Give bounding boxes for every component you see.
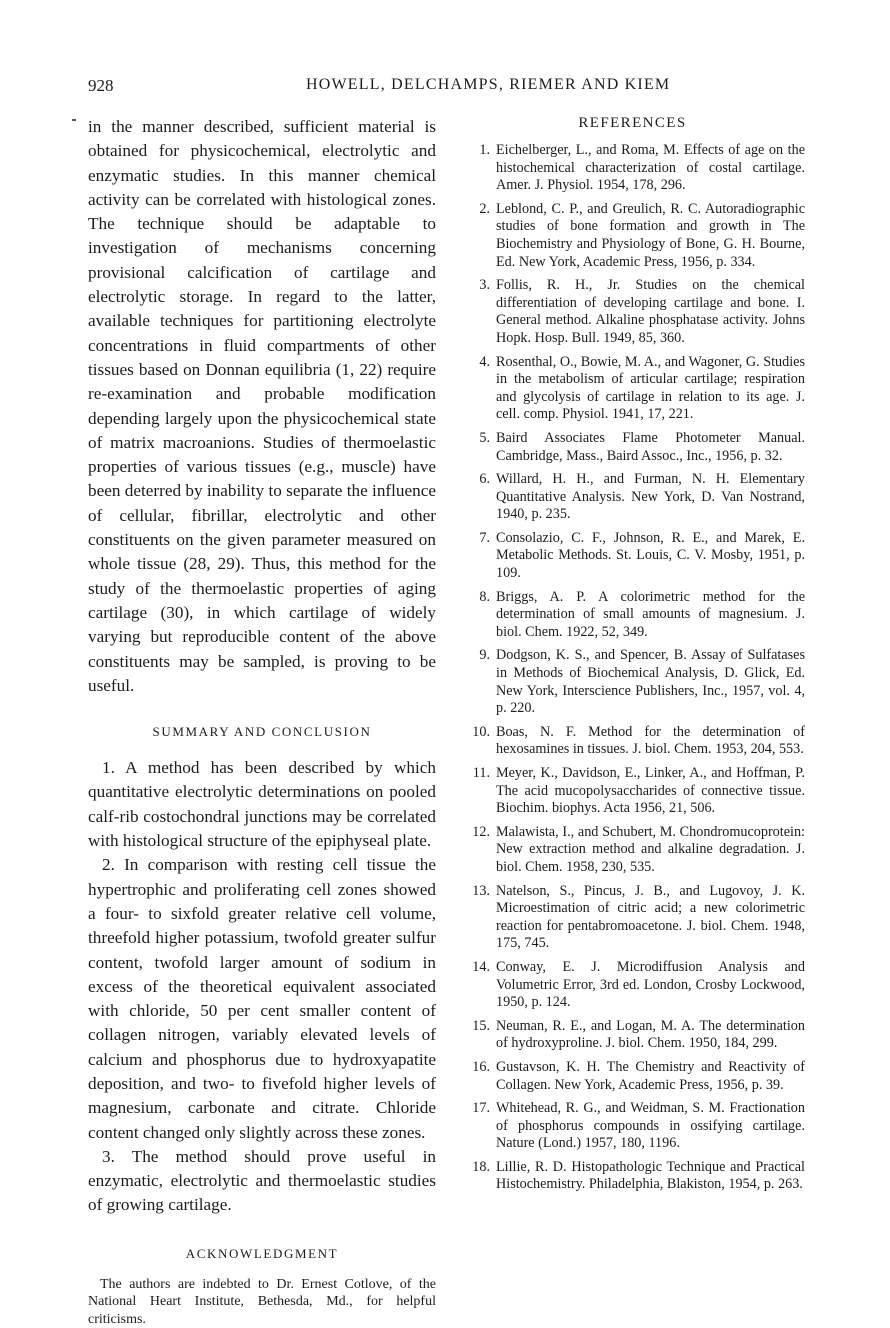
reference-text: Rosenthal, O., Bowie, M. A., and Wagoner, G. Studies in the metabolism of articular cartilage; respiration and glycolysis of cartilage in relation to its age. J. cell. comp. Physiol. 1941, 17, 221. — [496, 353, 805, 423]
references-column — [460, 115, 805, 1200]
acknowledgment-text: The authors are indebted to Dr. Ernest Cotlove, of the National Heart Institute, Bethesda, Md., for helpful criticisms. — [88, 1276, 436, 1327]
reference-number: 2. — [479, 200, 490, 217]
reference-text: Dodgson, K. S., and Spencer, B. Assay of Sulfatases in Methods of Biochemical Analysis, D. Glick, Ed. New York, Interscience Publishers, Inc., 1957, vol. 4, p. 220. — [496, 647, 805, 717]
reference-number: 3. — [479, 277, 490, 294]
reference-text: Boas, N. F. Method for the determination of hexosamines in tissues. J. biol. Chem. 1953, 204, 553. — [496, 723, 805, 758]
reference-item — [460, 724, 805, 759]
reference-text: Willard, H. H., and Furman, N. H. Elementary Quantitative Analysis. New York, D. Van Nostrand, 1940, p. 235. — [496, 471, 805, 523]
reference-item — [460, 765, 805, 818]
reference-item — [460, 201, 805, 271]
reference-number: 12. — [472, 823, 490, 840]
acknowledgment-heading: ACKNOWLEDGMENT — [185, 1245, 339, 1261]
reference-text: Neuman, R. E., and Logan, M. A. The determination of hydroxyproline. J. biol. Chem. 1950, 184, 299. — [496, 1017, 805, 1052]
left-column — [88, 115, 436, 1328]
reference-item — [460, 959, 805, 1012]
summary-point-1: 1. A method has been described by which quantitative electrolytic determinations on pooled calf-rib costochondral junctions may be correlated with histological structure of the epiphyseal plate. — [88, 758, 436, 851]
summary-point-3: 3. The method should prove useful in enzymatic, electrolytic and thermoelastic studies of growing cartilage. — [88, 1146, 436, 1215]
margin-mark — [72, 119, 76, 121]
reference-text: Follis, R. H., Jr. Studies on the chemical differentiation of developing cartilage and bone. I. General method. Alkaline phosphatase activity. Johns Hopk. Hosp. Bull. 1949, 85, 360. — [496, 277, 805, 346]
reference-number: 11. — [472, 765, 490, 781]
reference-text: Meyer, K., Davidson, E., Linker, A., and Hoffman, P. The acid mucopolysaccharides of connective tissue. Biochim. biophys. Acta 1956, 21, 506. — [496, 765, 805, 817]
reference-item — [460, 354, 805, 424]
reference-text: Eichelberger, L., and Roma, M. Effects of age on the histochemical characterization of costal cartilage. Amer. J. Physiol. 1954, 178, 296. — [496, 142, 805, 194]
references-heading: REFERENCES — [578, 115, 687, 131]
summary-point-2: 2. In comparison with resting cell tissue the hypertrophic and proliferating cell zones showed a four- to sixfold greater relative cell volume, threefold higher potassium, twofold greater sulfur content, twofold larger amount of sodium in excess of the theoretical equivalent associated with chloride, 50 per cent smaller content of collagen nitrogen, variably elevated levels of calcium and phosphorus due to hydroxyapatite deposition, and two- to fivefold higher levels of magnesium, carbonate and citrate. Chloride content changed only slightly across these zones. — [88, 855, 436, 1142]
reference-number: 1. — [479, 142, 490, 158]
running-header — [88, 76, 808, 106]
reference-item — [460, 1100, 805, 1153]
reference-text: Conway, E. J. Microdiffusion Analysis and Volumetric Error, 3rd ed. London, Crosby Lockwood, 1950, p. 124. — [496, 958, 805, 1011]
reference-number: 17. — [472, 1100, 490, 1117]
reference-text: Briggs, A. P. A colorimetric method for the determination of small amounts of magnesium. J. biol. Chem. 1922, 52, 349. — [496, 588, 805, 640]
reference-number: 7. — [479, 529, 490, 546]
reference-number: 4. — [479, 353, 490, 370]
reference-number: 8. — [479, 588, 490, 605]
reference-text: Lillie, R. D. Histopathologic Technique and Practical Histochemistry. Philadelphia, Blakiston, 1954, p. 263. — [496, 1158, 805, 1193]
reference-text: Natelson, S., Pincus, J. B., and Lugovoy, J. K. Microestimation of citric acid; a new colorimetric reaction for pentabromoacetone. J. biol. Chem. 1948, 175, 745. — [496, 882, 805, 952]
reference-number: 18. — [472, 1158, 490, 1175]
reference-item — [460, 824, 805, 877]
reference-number: 6. — [479, 471, 490, 488]
reference-number: 5. — [479, 429, 490, 446]
reference-item — [460, 277, 805, 347]
reference-item — [460, 1059, 805, 1094]
reference-item — [460, 142, 805, 195]
reference-text: Malawista, I., and Schubert, M. Chondromucoprotein: New extraction method and alkaline degradation. J. biol. Chem. 1958, 230, 535. — [496, 823, 805, 875]
reference-text: Gustavson, K. H. The Chemistry and Reactivity of Collagen. New York, Academic Press, 1956, p. 39. — [496, 1058, 805, 1093]
reference-item — [460, 647, 805, 717]
reference-text: Consolazio, C. F., Johnson, R. E., and Marek, E. Metabolic Methods. St. Louis, C. V. Mosby, 1951, p. 109. — [496, 529, 805, 582]
reference-number: 10. — [472, 723, 490, 740]
summary-heading: SUMMARY AND CONCLUSION — [152, 724, 372, 740]
references-list — [460, 142, 805, 1194]
reference-number: 14. — [472, 958, 490, 975]
reference-number: 13. — [472, 882, 490, 899]
intro-paragraph: in the manner described, sufficient material is obtained for physicochemical, electrolytic and enzymatic studies. In this manner chemical activity can be correlated with histological zones. The technique should be adaptable to investigation of mechanisms concerning provisional calcification of cartilage and electrolytic storage. In regard to the latter, available techniques for partitioning electrolyte concentrations in fluid compartments of other tissues based on Donnan equilibria (1, 22) require re-examination and probable modification depending largely upon the physicochemical state of matrix macroanions. Studies of thermoelastic properties of various tissues (e.g., muscle) have been deterred by inability to separate the influence of cellular, fibrillar, electrolytic and other constituents on the given parameter measured on whole tissue (28, 29). Thus, this method for the study of the thermoelastic properties of aging cartilage (30), in which cartilage of widely varying but reproducible content of the above constituents may be sampled, is proving to be useful. — [88, 117, 436, 695]
page-number: 928 — [88, 76, 114, 95]
reference-item — [460, 589, 805, 642]
reference-item — [460, 430, 805, 465]
reference-item — [460, 883, 805, 953]
reference-item — [460, 530, 805, 583]
reference-number: 15. — [472, 1017, 490, 1034]
reference-text: Leblond, C. P., and Greulich, R. C. Autoradiographic studies of bone formation and growth in The Biochemistry and Physiology of Bone, G. H. Bourne, Ed. New York, Academic Press, 1956, p. 334. — [496, 200, 805, 270]
running-head-authors: HOWELL, DELCHAMPS, RIEMER AND KIEM — [306, 76, 671, 93]
reference-number: 9. — [479, 647, 490, 664]
reference-text: Whitehead, R. G., and Weidman, S. M. Fractionation of phosphorus compounds in ossifying cartilage. Nature (Lond.) 1957, 180, 1196. — [496, 1100, 805, 1152]
reference-item — [460, 1018, 805, 1053]
reference-item — [460, 471, 805, 524]
reference-number: 16. — [472, 1058, 490, 1075]
reference-item — [460, 1159, 805, 1194]
reference-text: Baird Associates Flame Photometer Manual. Cambridge, Mass., Baird Assoc., Inc., 1956, p. 32. — [496, 429, 805, 464]
